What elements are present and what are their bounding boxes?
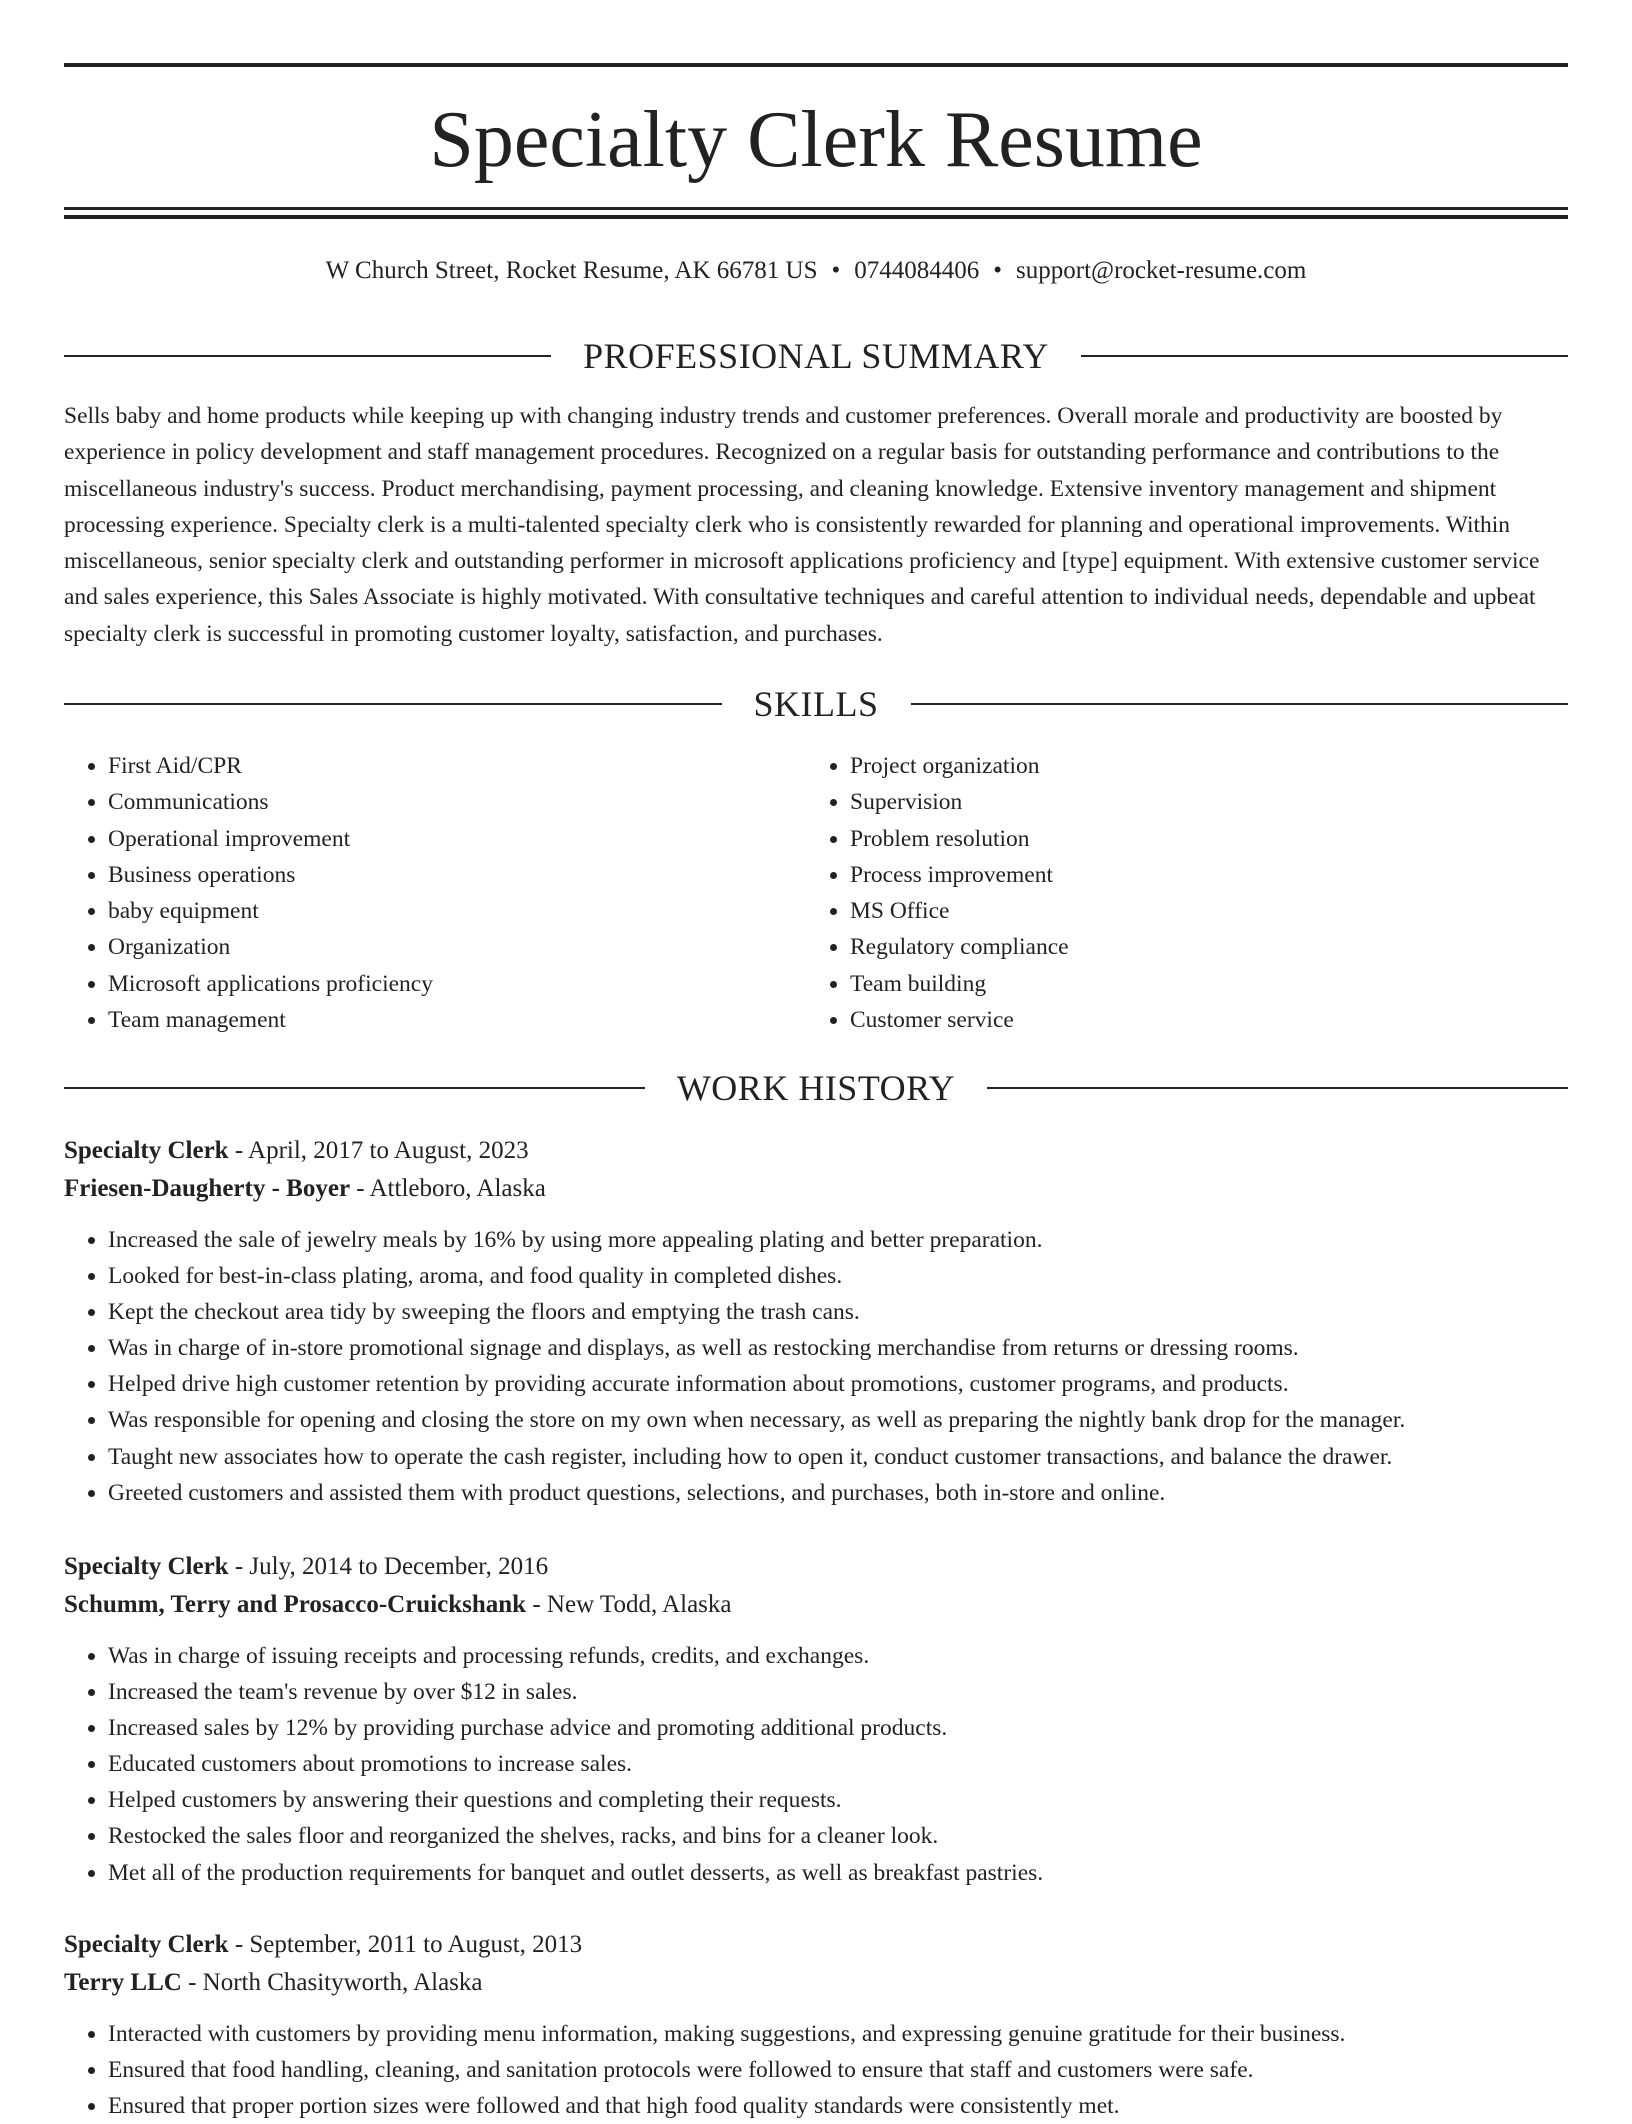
divider [1081, 355, 1568, 357]
skill-item: • Communications [108, 784, 806, 820]
skill-item: • Project organization [850, 748, 1548, 784]
job-bullet: • Helped drive high customer retention by providing accurate information about promotions, customer programs, and products. [108, 1366, 1568, 1402]
title-rule-upper [64, 207, 1568, 210]
skill-item: • Problem resolution [850, 821, 1548, 857]
job-bullet: • Ensured that proper portion sizes were followed and that high food quality standards were consistently met. [108, 2088, 1568, 2124]
job-bullets [64, 1222, 1568, 1511]
skills-heading: SKILLS [753, 684, 879, 724]
job-bullet: • Met all of the production requirements for banquet and outlet desserts, as well as breakfast pastries. [108, 1855, 1568, 1891]
skill-item: • Regulatory compliance [850, 929, 1548, 965]
skill-item: • Organization [108, 929, 806, 965]
job-bullet: • Looked for best-in-class plating, aroma, and food quality in completed dishes. [108, 1258, 1568, 1294]
skill-item: • Business operations [108, 857, 806, 893]
job-bullet: • Taught new associates how to operate the cash register, including how to open it, conduct customer transactions, and balance the drawer. [108, 1439, 1568, 1475]
job-bullets [64, 2016, 1568, 2124]
divider [64, 1087, 645, 1089]
job-bullet: • Helped customers by answering their questions and completing their requests. [108, 1782, 1568, 1818]
contact-phone: 0744084406 [854, 257, 980, 284]
divider [64, 703, 722, 705]
skill-item: • MS Office [850, 893, 1548, 929]
job-title-line [64, 1548, 1568, 1586]
job-bullet: • Was in charge of issuing receipts and processing refunds, credits, and exchanges. [108, 1638, 1568, 1674]
job-location: - North Chasityworth, Alaska [181, 1969, 483, 1996]
job-bullet: • Interacted with customers by providing menu information, making suggestions, and expressing genuine gratitude for their business. [108, 2016, 1568, 2052]
resume-title: Specialty Clerk Resume [429, 96, 1203, 184]
summary-heading: PROFESSIONAL SUMMARY [583, 336, 1049, 376]
job-bullet: • Restocked the sales floor and reorganized the shelves, racks, and bins for a cleaner look. [108, 1818, 1568, 1854]
job-company-line [64, 1964, 1568, 2002]
job-entry [64, 1926, 1568, 2124]
contact-email: support@rocket-resume.com [1016, 257, 1307, 284]
job-bullet: • Increased the sale of jewelry meals by 16% by using more appealing plating and better preparation. [108, 1222, 1568, 1258]
skill-item: • Supervision [850, 784, 1548, 820]
skill-item: • Customer service [850, 1002, 1548, 1038]
job-bullet: • Educated customers about promotions to increase sales. [108, 1746, 1568, 1782]
job-title-line [64, 1926, 1568, 1964]
job-title-line [64, 1132, 1568, 1170]
job-title: Specialty Clerk [64, 1931, 229, 1958]
job-bullet: • Kept the checkout area tidy by sweeping the floors and emptying the trash cans. [108, 1294, 1568, 1330]
skill-item: • Process improvement [850, 857, 1548, 893]
work-history-section-header [64, 1066, 1568, 1110]
skill-item: • Team management [108, 1002, 806, 1038]
contact-line [64, 254, 1568, 288]
job-bullet: • Increased sales by 12% by providing purchase advice and promoting additional products. [108, 1710, 1568, 1746]
job-title: Specialty Clerk [64, 1553, 229, 1580]
divider [64, 355, 551, 357]
top-rule [64, 63, 1568, 67]
job-bullet: • Was responsible for opening and closing the store on my own when necessary, as well as preparing the nightly bank drop for the manager. [108, 1402, 1568, 1438]
work-history-heading: WORK HISTORY [676, 1068, 956, 1108]
skills-section-header [64, 682, 1568, 726]
job-company: Friesen-Daugherty - Boyer [64, 1175, 351, 1202]
job-company: Schumm, Terry and Prosacco-Cruickshank [64, 1591, 527, 1618]
summary-text: Sells baby and home products while keeping up with changing industry trends and customer preferences. Overall morale and productivity are boosted by experience in policy development and staff management procedures. Recognized on a regular basis for outstanding performance and contributions to the miscellaneous industry's success. Product merchandising, payment processing, and cleaning knowledge. Extensive inventory management and shipment processing experience. Specialty clerk is a multi-talented specialty clerk who is consistently rewarded for planning and operational improvements. Within miscellaneous, senior specialty clerk and outstanding performer in microsoft applications proficiency and [type] equipment. With extensive customer service and sales experience, this Sales Associate is highly motivated. With consultative techniques and careful attention to individual needs, dependable and upbeat specialty clerk is successful in promoting customer loyalty, satisfaction, and purchases. [64, 403, 1540, 647]
skill-item: • Microsoft applications proficiency [108, 966, 806, 1002]
job-bullet: • Increased the team's revenue by over $12 in sales. [108, 1674, 1568, 1710]
job-bullet: • Was in charge of in-store promotional signage and displays, as well as restocking merchandise from returns or dressing rooms. [108, 1330, 1568, 1366]
divider [911, 703, 1569, 705]
skills-column-left [64, 748, 806, 1038]
skill-item: • Team building [850, 966, 1548, 1002]
job-title: Specialty Clerk [64, 1137, 229, 1164]
skill-item: • Operational improvement [108, 821, 806, 857]
summary-section-header [64, 334, 1568, 378]
job-location: - New Todd, Alaska [526, 1591, 732, 1618]
divider [987, 1087, 1568, 1089]
job-dates: - July, 2014 to December, 2016 [228, 1553, 549, 1580]
job-entry [64, 1132, 1568, 1511]
job-bullet: • Ensured that food handling, cleaning, and sanitation protocols were followed to ensure that staff and customers were safe. [108, 2052, 1568, 2088]
job-company-line [64, 1586, 1568, 1624]
contact-address: W Church Street, Rocket Resume, AK 66781 US [325, 257, 818, 284]
job-bullets [64, 1638, 1568, 1891]
job-entry [64, 1548, 1568, 1891]
job-dates: - April, 2017 to August, 2023 [228, 1137, 529, 1164]
job-company: Terry LLC [64, 1969, 182, 1996]
contact-separator: • [831, 257, 841, 284]
skills-list [64, 748, 1568, 1038]
skill-item: • First Aid/CPR [108, 748, 806, 784]
title-rule-lower [64, 215, 1568, 219]
skill-item: • baby equipment [108, 893, 806, 929]
job-bullet: • Greeted customers and assisted them with product questions, selections, and purchases, both in-store and online. [108, 1475, 1568, 1511]
job-location: - Attleboro, Alaska [350, 1175, 546, 1202]
job-company-line [64, 1170, 1568, 1208]
contact-separator: • [993, 257, 1003, 284]
job-dates: - September, 2011 to August, 2013 [228, 1931, 583, 1958]
skills-column-right [806, 748, 1548, 1038]
